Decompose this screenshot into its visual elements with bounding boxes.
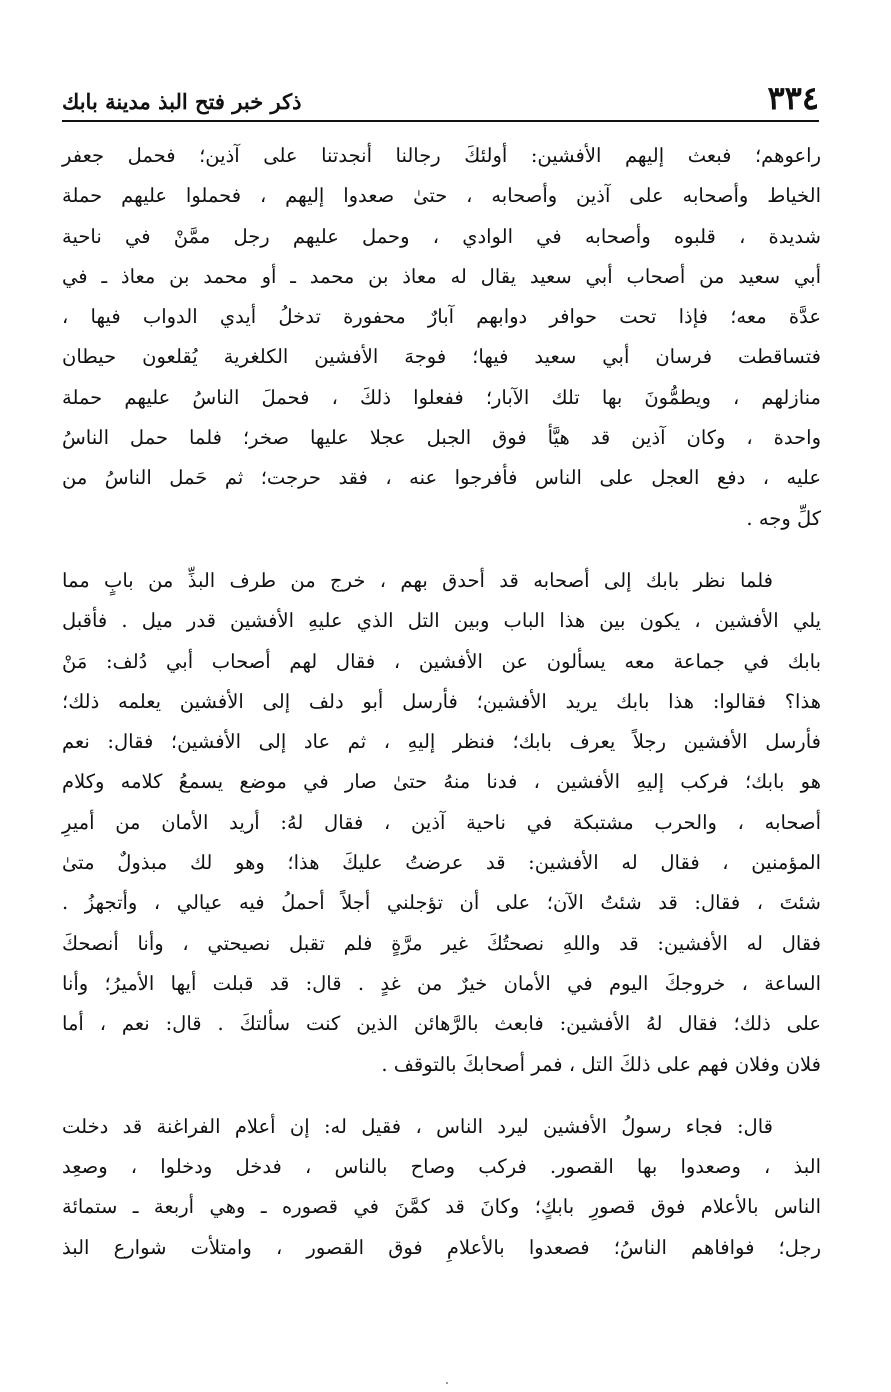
text-line: واحدة ، وكان آذين قد هيَّأ فوق الجبل عجلا عليها صخر؛ فلما حمل الناسُ bbox=[62, 426, 821, 450]
page-mark bbox=[446, 1382, 448, 1384]
running-title: ذكر خبر فتح البذ مدينة بابك bbox=[62, 89, 302, 114]
text-line: أصحابه ، والحرب مشتبكة في ناحية آذين ، فقال لهُ: أريد الأمان من أميرِ bbox=[62, 810, 821, 834]
text-line: شئتَ ، فقال: قد شئتُ الآن؛ على أن تؤجلني أجلاً أحملُ فيه عيالي ، وأتجهزُ . bbox=[62, 891, 821, 915]
text-line: البذ ، وصعدوا بها القصور. فركب وصاح بالناس ، فدخل ودخلوا ، وصعِد bbox=[62, 1155, 821, 1179]
text-line: فلما نظر بابك إلى أصحابه قد أحدق بهم ، خرج من طرف البذِّ من بابٍ مما bbox=[62, 568, 773, 592]
text-line: فقال له الأفشين: قد واللهِ نصحتُكَ غير مرَّةٍ فلم تقبل نصيحتي ، وأنا أنصحكَ bbox=[62, 931, 821, 955]
text-line: المؤمنين ، فقال له الأفشين: قد عرضتُ عليكَ هذا؛ وهو لك مبذولٌ متىٰ bbox=[62, 851, 821, 875]
text-line: على ذلك؛ فقال لهُ الأفشين: فابعث بالرَّهائن الذين كنت سألتكَ . قال: نعم ، أما bbox=[62, 1012, 821, 1036]
paragraph-2 bbox=[62, 561, 821, 1085]
text-line: عليه ، دفع العجل على الناس فأفرجوا عنه ، فقد حرجت؛ ثم حَمل الناسُ من bbox=[62, 466, 821, 490]
text-line: شديدة ، قلبوه وأصحابه في الوادي ، وحمل عليهم رجل ممَّنْ في ناحية bbox=[62, 224, 821, 248]
text-line: منازلهم ، ويطمُّونَ بها تلك الآبار؛ ففعلوا ذلكَ ، فحملَ الناسُ عليهم حملة bbox=[62, 385, 821, 409]
page-number: ٣٣٤ bbox=[767, 79, 819, 117]
text-line: عدَّة معه؛ فإذا تحت حوافر دوابهم آبارٌ محفورة تدخلُ أيدي الدواب فيها ، bbox=[62, 305, 821, 329]
text-line: رجل؛ فوافاهم الناسُ؛ فصعدوا بالأعلامِ فوق القصور ، وامتلأت شوارع البذ bbox=[62, 1235, 821, 1259]
text-line: أبي سعيد من أصحاب أبي سعيد يقال له معاذ بن محمد ـ أو محمد بن معاذ ـ في bbox=[62, 264, 821, 288]
text-line: راعوهم؛ فبعث إليهم الأفشين: أولئكَ رجالنا أنجدتنا على آذين؛ فحمل جعفر bbox=[62, 144, 821, 167]
text-line: بابك في جماعة معه يسألون عن الأفشين ، فقال لهم أصحاب أبي دُلف: مَنْ bbox=[62, 649, 821, 673]
text-line: الناس بالأعلام فوق قصورِ بابكٍ؛ وكانَ قد كمَّنَ في قصوره ـ وهي أربعة ـ ستمائة bbox=[62, 1195, 821, 1219]
text-line: هو بابك؛ فركب إليهِ الأفشين ، فدنا منهُ حتىٰ صار في موضع يسمعُ كلامه وكلام bbox=[62, 770, 821, 794]
text-line: الساعة ، خروجكَ اليوم في الأمان خيرٌ من غدٍ . قال: قد قبلت أيها الأميرُ؛ وأنا bbox=[62, 971, 821, 995]
page-header bbox=[62, 72, 819, 122]
text-line: يلي الأفشين ، يكون بين هذا الباب وبين التل الذي عليهِ الأفشين قدر ميل . فأقبل bbox=[62, 609, 821, 633]
text-line: فتساقطت فرسان أبي سعيد فيها؛ فوجهَ الأفشين الكلغرية يُقلعون حيطان bbox=[62, 345, 821, 369]
text-line: قال: فجاء رسولُ الأفشين ليرد الناس ، فقيل له: إن أعلام الفراغنة قد دخلت bbox=[62, 1114, 773, 1138]
text-line: فأرسل الأفشين رجلاً يعرف بابك؛ فنظر إليهِ ، ثم عاد إلى الأفشين؛ فقال: نعم bbox=[62, 730, 821, 754]
text-line: هذا؟ فقالوا: هذا بابك يريد الأفشين؛ فأرسل أبو دلف إلى الأفشين يعلمه ذلك؛ bbox=[62, 689, 821, 713]
text-line: الخياط وأصحابه على آذين وأصحابه ، حتىٰ صعدوا إليهم ، فحملوا عليهم حملة bbox=[62, 184, 821, 208]
text-line: فلان وفلان فهم على ذلكَ التل ، فمر أصحابكَ بالتوقف . bbox=[381, 1052, 821, 1076]
body-text bbox=[62, 136, 821, 1268]
paragraph-3 bbox=[62, 1107, 821, 1268]
text-line: كلِّ وجه . bbox=[746, 506, 821, 530]
paragraph-1 bbox=[62, 136, 821, 539]
